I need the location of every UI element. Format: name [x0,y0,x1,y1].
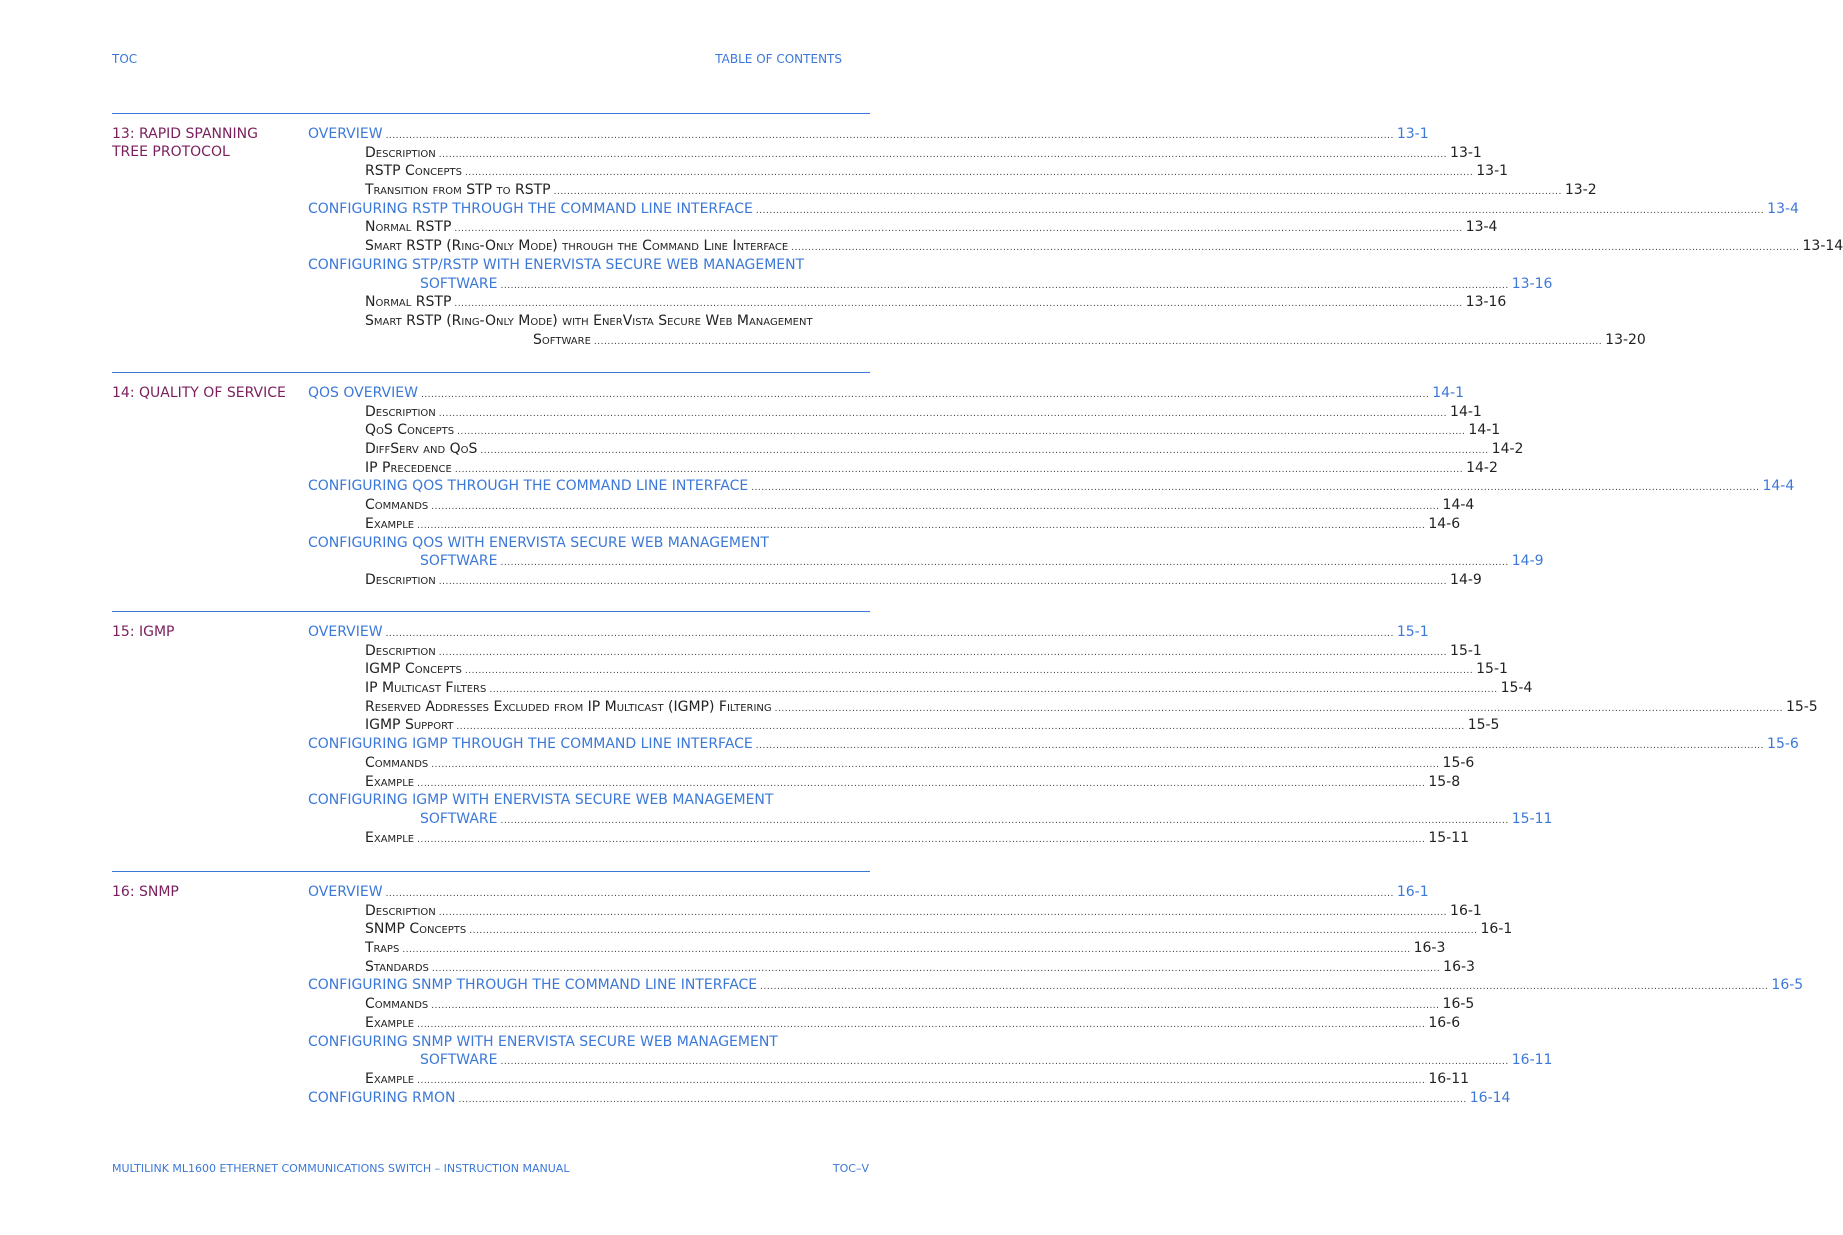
entry-page-number: 13-20 [1605,331,1646,348]
entry-page-number: 14-1 [1450,403,1482,420]
dot-leader: ............................................................................................................................................................................................................................................................................................................ [480,446,1489,457]
toc-entry-level2[interactable] [308,939,1446,958]
dot-leader: ............................................................................................................................................................................................................................................................................................................ [402,945,1411,956]
toc-entry-level2[interactable] [308,237,1843,256]
dot-leader: ............................................................................................................................................................................................................................................................................................................ [751,483,1760,494]
dot-leader: ............................................................................................................................................................................................................................................................................................................ [456,722,1465,733]
dot-leader: ............................................................................................................................................................................................................................................................................................................ [489,685,1498,696]
entry-title: CONFIGURING SNMP THROUGH THE COMMAND LINE INTERFACE [308,977,758,994]
toc-entry-level2[interactable] [308,716,1500,735]
entry-page-number: 14-6 [1428,515,1461,532]
toc-entry-level2[interactable] [308,642,1482,661]
toc-entry-level1[interactable] [308,384,1464,403]
entry-title: CONFIGURING RMON [308,1089,456,1106]
toc-entry-level2[interactable] [308,421,1501,440]
toc-entry-level1[interactable] [308,534,854,553]
entry-page-number: 16-5 [1442,996,1475,1013]
dot-leader: ............................................................................................................................................................................................................................................................................................................ [438,149,1448,160]
toc-entry-level2[interactable] [308,181,1597,200]
entry-title: CONFIGURING RSTP THROUGH THE COMMAND LINE INTERFACE [308,200,753,217]
entry-title: Description [365,642,436,659]
entry-title: Description [365,571,436,588]
entry-title: Normal RSTP [365,219,452,236]
entry-page-number: 13-16 [1465,294,1507,311]
toc-entry-list [308,883,1804,1107]
entry-page-number: 14-4 [1442,497,1475,514]
dot-leader: ............................................................................................................................................................................................................................................................................................................ [431,759,1440,770]
toc-entry-level1[interactable] [308,125,1429,144]
toc-entry-level2[interactable] [308,515,1461,534]
entry-title: Traps [365,940,400,957]
entry-page-number: 13-14 [1802,238,1843,255]
entry-title: IGMP Concepts [365,661,462,678]
entry-title: CONFIGURING IGMP THROUGH THE COMMAND LINE INTERFACE [308,736,753,753]
toc-entry-level2[interactable] [308,698,1818,717]
dot-leader: ............................................................................................................................................................................................................................................................................................................ [438,408,1448,419]
toc-entry-level1[interactable] [308,552,1544,571]
entry-title: Example [365,1014,415,1031]
entry-title: IP Multicast Filters [365,680,487,697]
toc-entry-level2[interactable] [308,1014,1461,1033]
dot-leader: ............................................................................................................................................................................................................................................................................................................ [791,243,1800,254]
entry-title: CONFIGURING IGMP WITH ENERVISTA SECURE WEB MANAGEMENT [308,792,774,809]
entry-title: Smart RSTP (Ring-Only Mode) with EnerVista Secure Web Management [365,312,813,329]
entry-page-number: 15-1 [1476,661,1508,678]
toc-section [112,113,1843,348]
header-section-title: TABLE OF CONTENTS [715,52,842,66]
entry-title: Software [533,331,591,348]
entry-page-number: 16-14 [1469,1089,1511,1106]
entry-page-number: 16-1 [1480,921,1513,938]
toc-entry-level1[interactable] [308,791,854,810]
toc-section [112,372,1795,588]
entry-page-number: 15-11 [1428,829,1470,846]
entry-title: OVERVIEW [308,624,383,640]
dot-leader: ............................................................................................................................................................................................................................................................................................................ [417,1075,1426,1086]
dot-leader: ............................................................................................................................................................................................................................................................................................................ [553,187,1562,198]
toc-section [112,611,1818,846]
entry-page-number: 13-1 [1396,126,1429,142]
toc-section [112,871,1804,1106]
entry-title: Example [365,1070,415,1087]
dot-leader: ............................................................................................................................................................................................................................................................................................................ [438,576,1448,587]
dot-leader: ............................................................................................................................................................................................................................................................................................................ [454,299,1463,310]
entry-title: CONFIGURING QOS THROUGH THE COMMAND LINE INTERFACE [308,478,749,495]
entry-page-number: 15-5 [1467,717,1500,734]
dot-leader: ............................................................................................................................................................................................................................................................................................................ [760,982,1769,993]
toc-entry-level2[interactable] [308,144,1482,163]
header-toc-label: TOC [112,52,138,66]
toc-entry-level2[interactable] [308,403,1482,422]
toc-entry-level2[interactable] [308,440,1524,459]
toc-entry-level1[interactable] [308,976,1804,995]
toc-entry-level1[interactable] [308,1033,854,1052]
entry-page-number: 14-2 [1491,441,1524,458]
dot-leader: ............................................................................................................................................................................................................................................................................................................ [500,280,1509,291]
toc-entry-level1[interactable] [308,810,1553,829]
toc-entry-level2[interactable] [308,496,1475,515]
entry-page-number: 13-1 [1450,144,1482,161]
toc-entry-level1[interactable] [308,256,854,275]
entry-title: DiffServ and QoS [365,441,478,458]
toc-entry-level1[interactable] [308,1089,1511,1108]
entry-page-number: 14-2 [1466,459,1498,476]
dot-leader: ............................................................................................................................................................................................................................................................................................................ [500,815,1509,826]
entry-title: Description [365,144,436,161]
entry-page-number: 14-1 [1432,385,1464,401]
entry-page-number: 15-11 [1511,810,1553,827]
entry-page-number: 16-1 [1396,884,1429,900]
toc-entry-level1[interactable] [308,477,1795,496]
entry-page-number: 16-11 [1511,1052,1553,1069]
toc-entry-level1[interactable] [308,735,1799,754]
entry-page-number: 15-6 [1442,754,1475,771]
toc-entry-level1[interactable] [308,275,1553,294]
dot-leader: ............................................................................................................................................................................................................................................................................................................ [755,205,1765,216]
entry-title: RSTP Concepts [365,163,462,180]
entry-title: Normal RSTP [365,294,452,311]
entry-page-number: 16-3 [1443,958,1475,975]
entry-page-number: 15-5 [1785,698,1818,715]
toc-entry-level2[interactable] [308,754,1475,773]
dot-leader: ............................................................................................................................................................................................................................................................................................................ [417,1019,1426,1030]
entry-title: IGMP Support [365,717,454,734]
entry-page-number: 14-1 [1468,422,1501,439]
entry-page-number: 15-4 [1500,680,1533,697]
toc-entry-level1[interactable] [308,623,1429,642]
toc-entry-list [308,384,1795,590]
chapter-title[interactable]: 15: IGMP [112,624,175,640]
dot-leader: ............................................................................................................................................................................................................................................................................................................ [774,703,1783,714]
toc-entry-level2[interactable] [308,920,1513,939]
dot-leader: ............................................................................................................................................................................................................................................................................................................ [593,336,1603,347]
entry-title: Smart RSTP (Ring-Only Mode) through the Command Line Interface [365,238,789,255]
chapter-title[interactable]: 14: QUALITY OF SERVICE [112,385,286,401]
entry-page-number: 16-11 [1428,1070,1470,1087]
entry-title: Reserved Addresses Excluded from IP Multicast (IGMP) Filtering [365,698,772,715]
dot-leader: ............................................................................................................................................................................................................................................................................................................ [457,427,1466,438]
entry-title: Commands [365,497,429,514]
toc-entry-level2[interactable] [308,958,1475,977]
toc-entry-level2[interactable] [308,1070,1470,1089]
toc-entry-level2[interactable] [308,773,1461,792]
toc-entry-list [308,623,1818,847]
toc-entry-level2[interactable] [308,829,1470,848]
entry-page-number: 15-1 [1396,624,1429,640]
dot-leader: ............................................................................................................................................................................................................................................................................................................ [431,963,1441,974]
toc-entry-level2[interactable] [308,902,1482,921]
entry-title: CONFIGURING SNMP WITH ENERVISTA SECURE WEB MANAGEMENT [308,1033,778,1050]
entry-page-number: 16-5 [1771,977,1804,994]
entry-page-number: 16-6 [1428,1014,1461,1031]
toc-entry-level1[interactable] [308,1051,1553,1070]
entry-title: CONFIGURING STP/RSTP WITH ENERVISTA SECURE WEB MANAGEMENT [308,256,805,273]
entry-title: IP Precedence [365,459,452,476]
entry-title: QOS OVERVIEW [308,385,418,401]
entry-title: Commands [365,754,429,771]
entry-title: CONFIGURING QOS WITH ENERVISTA SECURE WEB MANAGEMENT [308,534,769,551]
dot-leader: ............................................................................................................................................................................................................................................................................................................ [431,502,1440,513]
entry-page-number: 14-4 [1762,478,1795,495]
chapter-title[interactable]: 16: SNMP [112,884,179,900]
toc-entry-level2[interactable] [308,660,1508,679]
entry-page-number: 16-3 [1413,940,1446,957]
entry-title: SOFTWARE [420,810,498,827]
dot-leader: ............................................................................................................................................................................................................................................................................................................ [454,464,1464,475]
toc-entry-level2[interactable] [308,331,1646,350]
entry-title: Example [365,829,415,846]
entry-page-number: 15-1 [1450,642,1482,659]
entry-title: Description [365,902,436,919]
dot-leader: ............................................................................................................................................................................................................................................................................................................ [469,926,1478,937]
dot-leader: ............................................................................................................................................................................................................................................................................................................ [500,1057,1509,1068]
toc-entry-level2[interactable] [308,459,1498,478]
toc-entry-level2[interactable] [308,995,1475,1014]
toc-entry-level2[interactable] [308,293,1507,312]
dot-leader: ............................................................................................................................................................................................................................................................................................................ [464,168,1474,179]
entry-title: SOFTWARE [420,1052,498,1069]
entry-page-number: 15-6 [1767,736,1799,753]
toc-entry-level2[interactable] [308,218,1498,237]
entry-page-number: 13-16 [1511,275,1553,292]
entry-page-number: 14-9 [1511,553,1544,570]
dot-leader: ............................................................................................................................................................................................................................................................................................................ [755,741,1765,752]
entry-title: SOFTWARE [420,553,498,570]
entry-page-number: 15-8 [1428,773,1461,790]
entry-page-number: 13-4 [1465,219,1498,236]
dot-leader: ............................................................................................................................................................................................................................................................................................................ [417,520,1426,531]
entry-title: Transition from STP to RSTP [365,182,551,199]
dot-leader: ............................................................................................................................................................................................................................................................................................................ [417,778,1426,789]
entry-title: OVERVIEW [308,884,383,900]
entry-title: Description [365,403,436,420]
toc-entry-level1[interactable] [308,200,1799,219]
entry-page-number: 13-4 [1767,200,1799,217]
entry-title: Example [365,773,415,790]
entry-page-number: 16-1 [1450,902,1482,919]
toc-entry-level1[interactable] [308,883,1429,902]
dot-leader: ............................................................................................................................................................................................................................................................................................................ [438,647,1448,658]
entry-title: QoS Concepts [365,422,455,439]
entry-title: Example [365,515,415,532]
entry-title: SOFTWARE [420,275,498,292]
footer-page-number: TOC–V [832,1162,869,1175]
dot-leader: ............................................................................................................................................................................................................................................................................................................ [385,131,1394,141]
entry-page-number: 13-2 [1564,182,1597,199]
toc-entry-level2[interactable] [308,571,1482,590]
toc-entry-level2[interactable] [308,312,854,331]
dot-leader: ............................................................................................................................................................................................................................................................................................................ [454,224,1463,235]
entry-title: Standards [365,958,429,975]
dot-leader: ............................................................................................................................................................................................................................................................................................................ [458,1094,1467,1105]
dot-leader: ............................................................................................................................................................................................................................................................................................................ [438,907,1448,918]
dot-leader: ............................................................................................................................................................................................................................................................................................................ [431,1001,1440,1012]
chapter-title[interactable]: 13: RAPID SPANNING TREE PROTOCOL [112,126,258,160]
entry-page-number: 13-1 [1476,163,1509,180]
dot-leader: ............................................................................................................................................................................................................................................................................................................ [500,558,1509,569]
dot-leader: ............................................................................................................................................................................................................................................................................................................ [420,390,1430,400]
entry-page-number: 14-9 [1450,571,1482,588]
dot-leader: ............................................................................................................................................................................................................................................................................................................ [464,666,1474,677]
entry-title: OVERVIEW [308,126,383,142]
dot-leader: ............................................................................................................................................................................................................................................................................................................ [417,834,1426,845]
toc-entry-level2[interactable] [308,162,1509,181]
toc-entry-level2[interactable] [308,679,1533,698]
dot-leader: ............................................................................................................................................................................................................................................................................................................ [385,889,1394,899]
dot-leader: ............................................................................................................................................................................................................................................................................................................ [385,629,1394,639]
footer-manual-title: MULTILINK ML1600 ETHERNET COMMUNICATIONS SWITCH – INSTRUCTION MANUAL [112,1162,570,1175]
entry-title: Commands [365,996,429,1013]
toc-entry-list [308,125,1843,349]
entry-title: SNMP Concepts [365,921,467,938]
